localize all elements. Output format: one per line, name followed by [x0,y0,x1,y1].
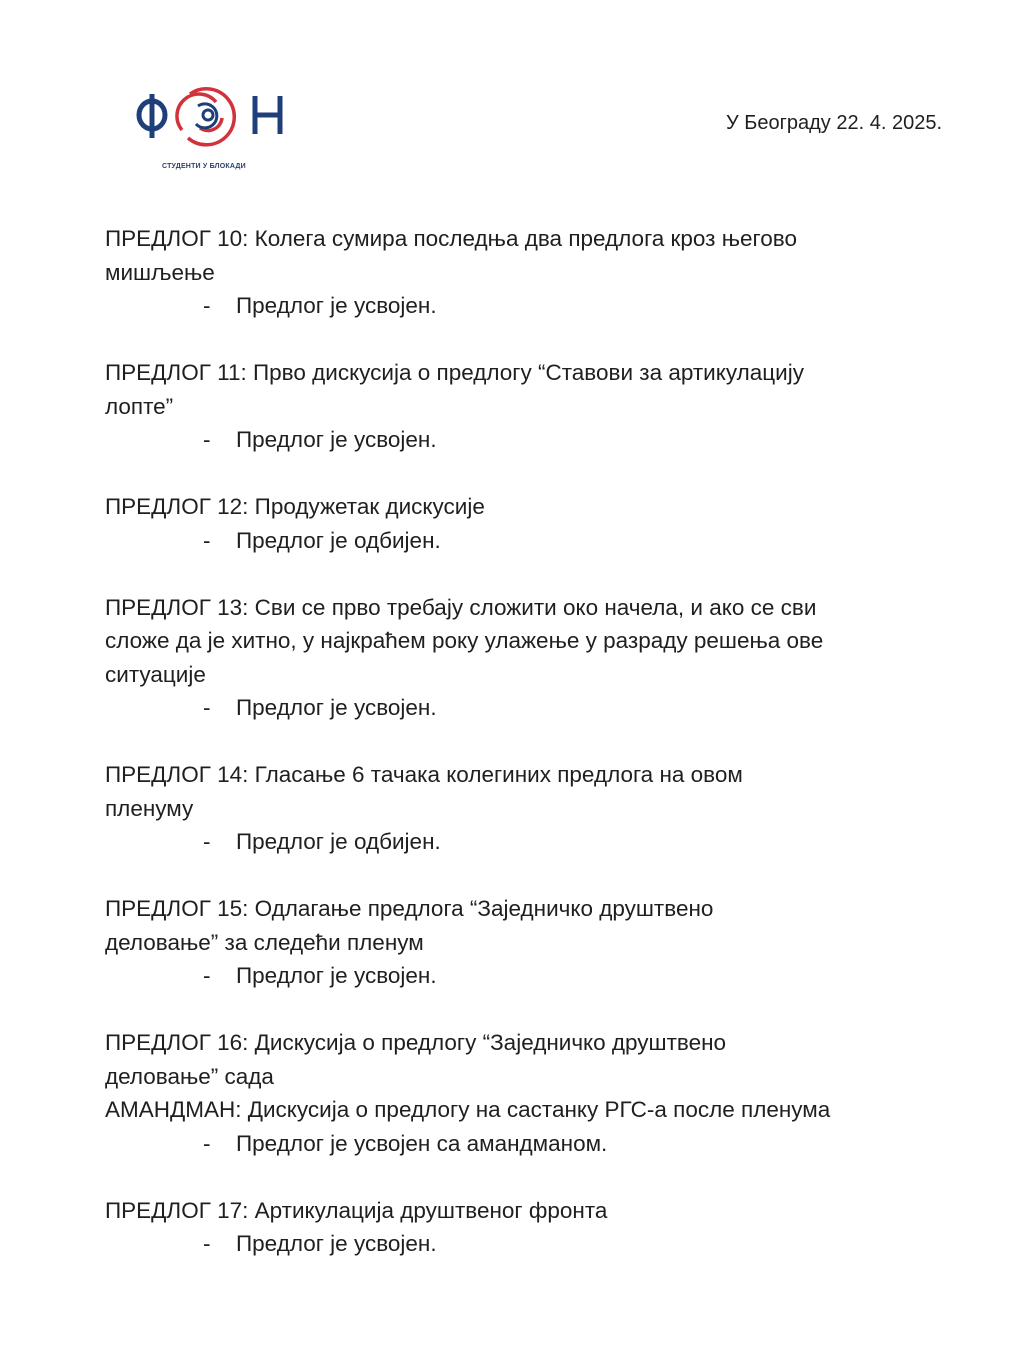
proposal-text: ПРЕДЛОГ 10: Колега сумира последња два предлога кроз његово [105,226,797,251]
proposal-text: лопте” [105,393,174,419]
proposal-text: сложе да је хитно, у најкраћем року улажење у разраду решења ове [105,628,824,653]
proposal-result [105,959,985,993]
proposal-result [105,289,985,323]
bullet-dash: - [203,829,211,854]
proposal-item [105,591,985,725]
proposal-text: АМАНДМАН: Дискусија о предлогу на састанку РГС-а после пленума [105,1097,831,1122]
proposal-item [105,1026,985,1160]
proposal-text: ПРЕДЛОГ 14: Гласање 6 тачака колегиних предлога на овом [105,762,743,787]
result-text: Предлог је одбијен. [236,527,441,553]
proposal-item [105,1194,985,1261]
bullet-dash: - [203,695,211,720]
proposal-text: мишљење [105,259,215,285]
proposal-text: деловање” сада [105,1063,274,1089]
proposal-result [105,423,985,457]
result-text: Предлог је усвојен. [236,963,437,988]
proposal-item [105,758,985,859]
result-text: Предлог је одбијен. [236,829,441,854]
result-text: Предлог је усвојен. [236,695,437,720]
proposal-text: ПРЕДЛОГ 16: Дискусија о предлогу “Заједничко друштвено [105,1030,727,1055]
proposal-text: ПРЕДЛОГ 17: Артикулација друштвеног фронта [105,1197,608,1223]
bullet-dash: - [203,1130,211,1156]
bullet-dash: - [203,293,211,318]
proposal-text: ПРЕДЛОГ 11: Прво дискусија о предлогу “Ставови за артикулацију [105,360,804,385]
proposal-text: деловање” за следећи пленум [105,929,424,955]
bullet-dash: - [203,427,211,452]
fon-logo [130,80,290,175]
proposal-result [105,524,985,558]
proposal-text: пленуму [105,795,194,821]
bullet-dash: - [203,963,211,988]
proposals-list [105,222,985,1294]
proposal-text: ситуације [105,661,206,687]
result-text: Предлог је усвојен. [236,427,437,452]
result-text: Предлог је усвојен са амандманом. [236,1130,608,1156]
proposal-result [105,825,985,859]
proposal-result [105,691,985,725]
proposal-text: ПРЕДЛОГ 12: Продужетак дискусије [105,494,485,519]
proposal-item [105,490,985,557]
proposal-text: ПРЕДЛОГ 15: Одлагање предлога “Заједничко друштвено [105,896,714,921]
bullet-dash: - [203,1231,211,1256]
proposal-text: ПРЕДЛОГ 13: Сви се прво требају сложити око начела, и ако се сви [105,594,817,620]
document-date: У Београду 22. 4. 2025. [725,112,942,134]
bullet-dash: - [203,527,211,553]
logo-subtitle: СТУДЕНТИ У БЛОКАДИ [162,163,246,170]
proposal-result [105,1227,985,1261]
result-text: Предлог је усвојен. [236,1231,437,1256]
proposal-item [105,892,985,993]
proposal-result [105,1127,985,1161]
proposal-item [105,222,985,323]
proposal-item [105,356,985,457]
result-text: Предлог је усвојен. [236,293,437,318]
